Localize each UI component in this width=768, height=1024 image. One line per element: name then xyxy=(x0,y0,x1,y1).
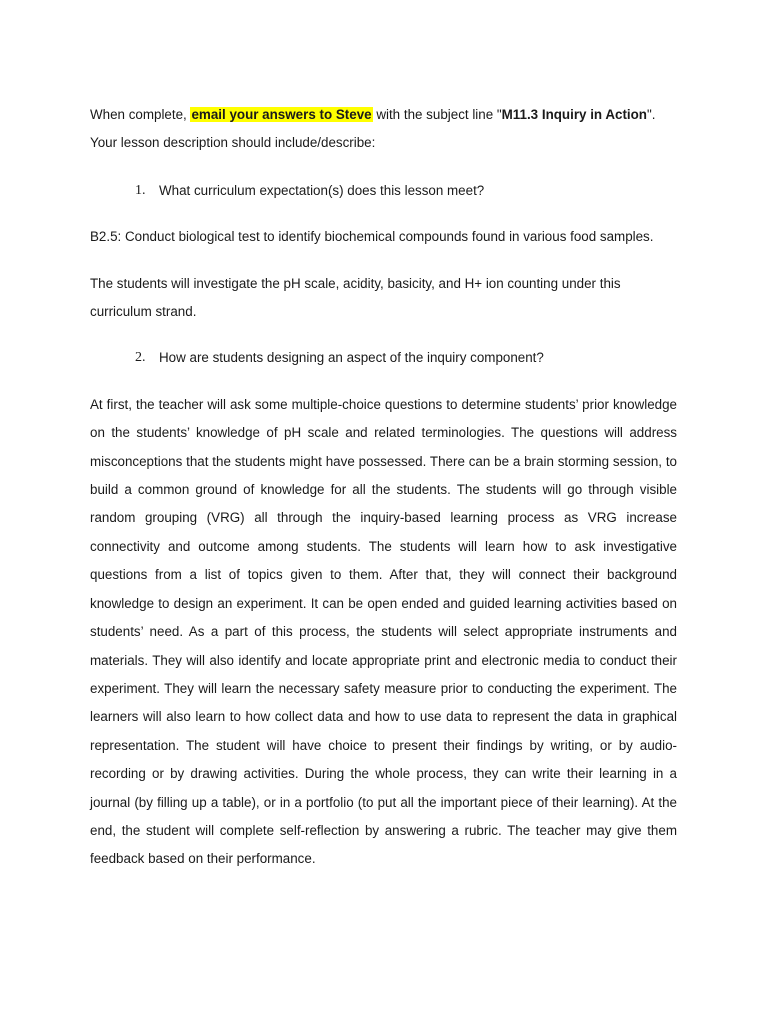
question-1-number: 1. xyxy=(135,182,146,198)
question-1 xyxy=(90,177,677,205)
question-2-number: 2. xyxy=(135,350,146,366)
question-2 xyxy=(90,344,677,372)
question-1-text: What curriculum expectation(s) does this lesson meet? xyxy=(159,182,485,198)
question-2-text: How are students designing an aspect of the inquiry component? xyxy=(159,350,544,366)
document-body xyxy=(90,101,677,874)
intro-middle: with the subject line " xyxy=(372,107,502,122)
inquiry-paragraph: At first, the teacher will ask some multiple-choice questions to determine students’ prior knowledge on the students’ knowledge of pH scale and related terminologies. The questions will address misconceptions that the students might have possessed. There can be a brain storming session, to build a common ground of knowledge for all the students. The students will go through visible random grouping (VRG) all through the inquiry-based learning process as VRG increase connectivity and outcome among students. The students will learn how to ask investigative questions from a list of topics given to them. After that, they will connect their background knowledge to design an experiment. It can be open ended and guided learning activities based on students’ need. As a part of this process, the students will select appropriate instruments and materials. They will also identify and locate appropriate print and electronic media to conduct their experiment. They will learn the necessary safety measure prior to conducting the experiment. The learners will also learn to how collect data and how to use data to represent the data in graphical representation. The student will have choice to present their findings by writing, or by audio-recording or by drawing activities. During the whole process, they can write their learning in a journal (by filling up a table), or in a portfolio (to put all the important piece of their learning). At the end, the student will complete self-reflection by answering a rubric. The teacher may give them feedback based on their performance. xyxy=(90,396,677,867)
intro-suffix: ". xyxy=(647,107,656,122)
email-instruction-highlight: email your answers to Steve xyxy=(191,107,372,122)
intro-prefix: When complete, xyxy=(90,107,191,122)
intro-instruction: Your lesson description should include/describe: xyxy=(90,135,376,151)
intro-line xyxy=(90,101,677,129)
curriculum-expectation: B2.5: Conduct biological test to identify biochemical compounds found in various food samples. xyxy=(90,229,654,245)
subject-line-text: M11.3 Inquiry in Action xyxy=(501,107,647,122)
strand-description: The students will investigate the pH scale, acidity, basicity, and H+ ion counting under this curriculum strand. xyxy=(90,275,621,320)
